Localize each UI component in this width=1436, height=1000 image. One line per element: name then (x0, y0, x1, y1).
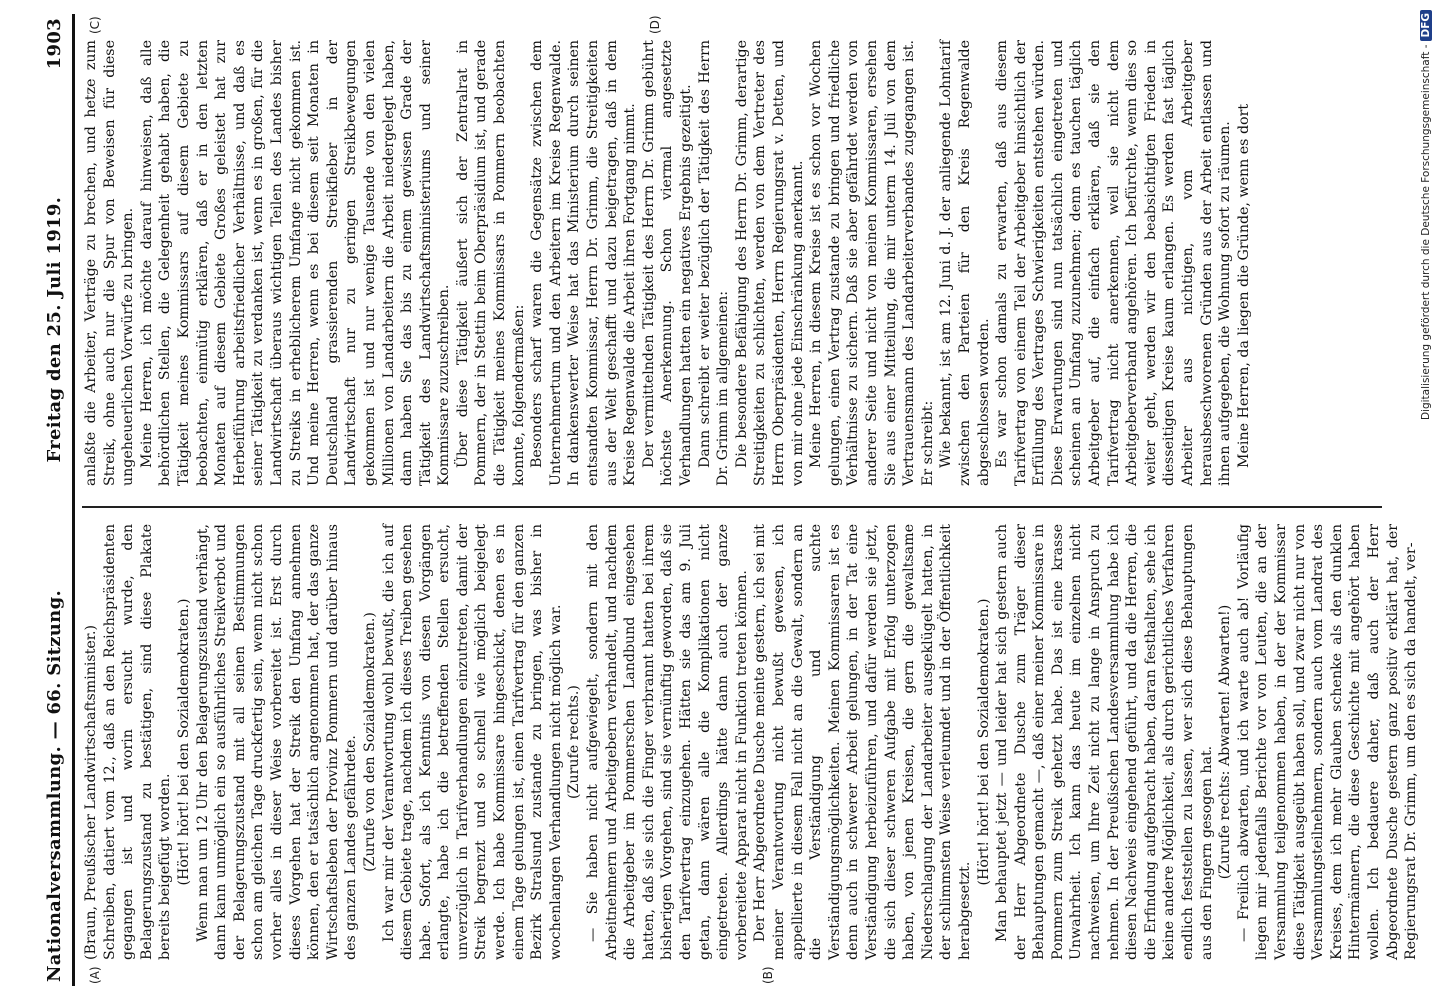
paragraph: Ich war mir der Verantwortung wohl bewußt, die ich auf diesem Gebiete trage, nachdem ich dieses Treiben gesehen habe. Sofort, als ich Kenntnis von diesen Vorgängen erlangte, habe ich die betreffenden Stellen ersucht, unverzüglich in Tarifverhandlungen einzutreten, damit der Streik begrenzt und so schnell wie möglich beigelegt werde. Ich habe Kommissare hingeschickt, denen es in einem Tage gelungen ist, einen Tarifvertrag für den ganzen Bezirk Stralsund zustande zu bringen, was bisher in wochenlangen Verhandlungen nicht möglich war. (380, 524, 564, 960)
digitization-credit-text (1420, 10, 1436, 990)
paragraph: Über diese Tätigkeit äußert sich der Zentralrat in Pommern, der in Stettin beim Oberpräsidium ist, und gerade die Tätigkeit meines Kommissars in Pommern beobachten konnte, folgendermaßen: (454, 40, 527, 486)
interjection: (Zurufe rechts: Abwarten! Abwarten!) (1217, 604, 1234, 880)
interjection: (Hört! hört! bei den Sozialdemokraten.) (975, 598, 992, 886)
page-header (36, 14, 75, 986)
credit-text: Digitalisierung gefördert durch die Deutsche Forschungsgemeinschaft - (1420, 44, 1432, 421)
interjection: (Zurufe rechts.) (566, 685, 583, 799)
paragraph: Meine Herren, ich möchte darauf hinweisen, daß alle behördlichen Stellen, die Gelegenheit gehabt haben, die Tätigkeit meines Kommissars auf diesem Gebiete zu beobachten, einmütig erklären, daß er in den letzten Monaten auf diesem Gebiete Großes geleistet hat zur Herbeiführung arbeitsfriedlicher Verhältnisse, und daß es seiner Tätigkeit zu verdanken ist, wenn es in großen, für die Landwirtschaft überaus wichtigen Teilen des Landes bisher zu Streiks in erheblicherem Umfange nicht gekommen ist. Und meine Herren, wenn es bei diesem seit Monaten in Deutschland grassierenden Streikfieber in der Landwirtschaft nur zu geringen Streikbewegungen gekommen ist und nur wenige Tausende von den vielen Millionen von Landarbeitern die Arbeit niedergelegt haben, dann haben Sie das bis zu einem gewissen Grade der Tätigkeit des Landwirtschaftsministeriums und seiner Kommissare zuzuschreiben. (138, 40, 453, 486)
paragraph: anlaßte die Arbeiter, Verträge zu brechen, und hetze zum Streik, ohne auch nur die Spur von Beweisen für diese ungeheuerlichen Vorwürfe zu bringen. (83, 40, 137, 486)
paragraph: Meine Herren, in diesem Kreise ist es schon vor Wochen gelungen, einen Vertrag zustande zu bringen und friedliche Verhältnisse zu sichern. Daß sie aber gefährdet werden von anderer Seite und nicht von meinen Kommissaren, ersehen Sie aus einer Mitteilung, die mir unterm 14. Juli von dem Vertrauensmann des Landarbeiterverbandes zugegangen ist. Er schreibt: (808, 40, 936, 486)
margin-marker-a: (A) (88, 966, 102, 984)
document-page (36, 14, 1420, 986)
column-divider (82, 506, 1382, 508)
right-column (82, 40, 1382, 486)
quoted-paragraph: Die besondere Befähigung des Herrn Dr. Grimm, derartige Streitigkeiten zu schlichten, werden von dem Vertreter des Herrn Oberpräsidenten, Herrn Regierungsrat v. Detten, und von mir ohne jede Einschränkung anerkannt. (733, 40, 806, 486)
paragraph: Wenn man um 12 Uhr den Belagerungszustand verhängt, dann kann unmöglich ein so ausführliches Streikverbot und der Belagerungszustand mit all seinen Bestimmungen schon am gleichen Tage druckfertig sein, wenn nicht schon vorher alles in dieser Weise vorbereitet ist. Erst durch dieses Vorgehen hat der Streik den Umfang annehmen können, den er tatsächlich angenommen hat, der das ganze Wirtschaftsleben der Provinz Pommern und darüber hinaus des ganzen Landes gefährdete. (194, 524, 360, 960)
quoted-paragraph: Der vermittelnden Tätigkeit des Herrn Dr. Grimm gebührt höchste Anerkennung. Schon viermal angesetzte Verhandlungen hatten ein negatives Ergebnis gezeitigt. (640, 40, 694, 486)
header-page-number: 1903 (43, 18, 65, 70)
header-assembly: Nationalversammlung. — 66. Sitzung. (43, 589, 65, 982)
paragraph: Schreiben, datiert vom 12., daß an den Reichspräsidenten gegangen ist und worin ersucht wurde, den Belagerungszustand zu bestätigen, sind diese Plakate bereits beigefügt worden. (101, 524, 174, 960)
dfg-logo: DFG (1420, 10, 1432, 41)
digitization-credit (1418, 10, 1436, 990)
left-column (82, 524, 1420, 960)
paragraph: — Freilich abwarten, und ich warte auch ab! Vorläufig liegen mir jedenfalls Berichte vor von Leuten, die an der Versammlung teilgenommen haben, in der der Kommissar diese Tätigkeit ausgeübt haben soll, und zwar nicht nur von Versammlungsteilnehmern, sondern auch vom Landrat des Kreises, dem ich mehr Glauben schenke als den dunklen Hintermännern, die diese Geschichte mit angehört haben wollen. Ich bedauere daher, daß auch der Herr Abgeordnete Dusche gestern ganz positiv erklärt hat, der Regierungsrat Dr. Grimm, um den es sich da handelt, ver- (1235, 524, 1420, 960)
interjection: (Zurufe von den Sozialdemokraten.) (361, 612, 378, 872)
paragraph: Man behauptet jetzt — und leider hat sich gestern auch der Herr Abgeordnete Dusche zum Träger dieser Behauptungen gemacht —, daß einer meiner Kommissare in Pommern zum Streik gehetzt habe. Das ist eine krasse Unwahrheit. Ich kann das heute im einzelnen nicht nachweisen, um Ihre Zeit nicht zu lange in Anspruch zu nehmen. In der Preußischen Landesversammlung habe ich diesen Nachweis eingehend geführt, und da die Herren, die die Erfindung aufgebracht haben, daran festhalten, sehe ich keine andere Möglichkeit, als durch gerichtliches Verfahren endlich feststellen zu lassen, wer sich diese Behauptungen aus den Fingern gesogen hat. (994, 524, 1215, 960)
margin-marker-d: (D) (648, 15, 662, 34)
margin-marker-b: (B) (761, 966, 775, 984)
margin-marker-c: (C) (88, 16, 102, 34)
paragraph: Meine Herren, da liegen die Gründe, wenn es dort (1235, 103, 1252, 468)
paragraph: — Sie haben nicht aufgewiegelt, sondern mit den Arbeitnehmern und Arbeitgebern verhandelt, und nachdem die Arbeitgeber im Pommerschen Landbund eingesehen hatten, daß sie sich die Finger verbrannt hatten bei ihrem bisherigen Vorgehen, sind sie vernünftig geworden, daß sie den Tarifvertrag einzugehen. Hätten sie das am 9. Juli getan, dann wären alle die Komplikationen nicht eingetreten. Allerdings hätte dann auch der ganze vorbereitete Apparat nicht in Funktion treten können. (585, 524, 750, 960)
speaker-attribution: (Braun, Preußischer Landwirtschaftsminister.) (83, 624, 99, 960)
paragraph: Der Herr Abgeordnete Dusche meinte gestern, ich sei mit meiner Verantwortung nicht bewußt gewesen, ich appellierte in diesem Fall nicht an die Gewalt, sondern an die Verständigung und suchte Verständigungsmöglichkeiten. Meinen Kommissaren ist es denn auch in schwerer Arbeit gelungen, in der Tat eine Verständigung herbeizuführen, und dafür werden sie jetzt, die sich dieser schweren Aufgabe mit Erfolg unterzogen haben, von jenen Kreisen, die gern die gewaltsame Niederschlagung der Landarbeiter ausgeklügelt hatten, in der schlimmsten Weise verleumdet und in der Öffentlichkeit herabgesetzt. (752, 524, 973, 960)
header-date: Freitag den 25. Juli 1919. (43, 196, 65, 463)
interjection: (Hört! hört! bei den Sozialdemokraten.) (175, 598, 192, 886)
quoted-paragraph: Wie bekannt, ist am 12. Juni d. J. der anliegende Lohntarif zwischen den Parteien für den Kreis Regenwalde abgeschlossen worden. (938, 40, 992, 486)
paragraph: Dann schreibt er weiter bezüglich der Tätigkeit des Herrn Dr. Grimm im allgemeinen: (696, 40, 732, 486)
quoted-paragraph: Besonders scharf waren die Gegensätze zwischen dem Unternehmertum und den Arbeitern im Kreise Regenwalde. In dankenswerter Weise hat das Ministerium durch seinen entsandten Kommissar, Herrn Dr. Grimm, die Streitigkeiten aus der Welt geschafft und dazu beigetragen, daß in dem Kreise Regenwalde die Arbeit ihren Fortgang nimmt. (529, 40, 639, 486)
quoted-paragraph: Es war schon damals zu erwarten, daß aus diesem Tarifvertrag von einem Teil der Arbeitgeber hinsichtlich der Erfüllung des Vertrages Schwierigkeiten entstehen würden. Diese Erwartungen sind nun tatsächlich eingetreten und scheinen an Umfang zuzunehmen; denn es tauchen täglich Arbeitgeber auf, die einfach erklären, daß sie den Tarifvertrag nicht anerkennen, weil sie nicht dem Arbeitgeberverband angehören. Ich befürchte, wenn dies so weiter geht, werden wir den beabsichtigten Frieden in diesseitigen Kreise kaum erlangen. Es werden fast täglich Arbeiter aus nichtigen, vom Arbeitgeber herausbeschworenen Gründen aus der Arbeit entlassen und ihnen aufgegeben, die Wohnung sofort zu räumen. (994, 40, 1234, 486)
